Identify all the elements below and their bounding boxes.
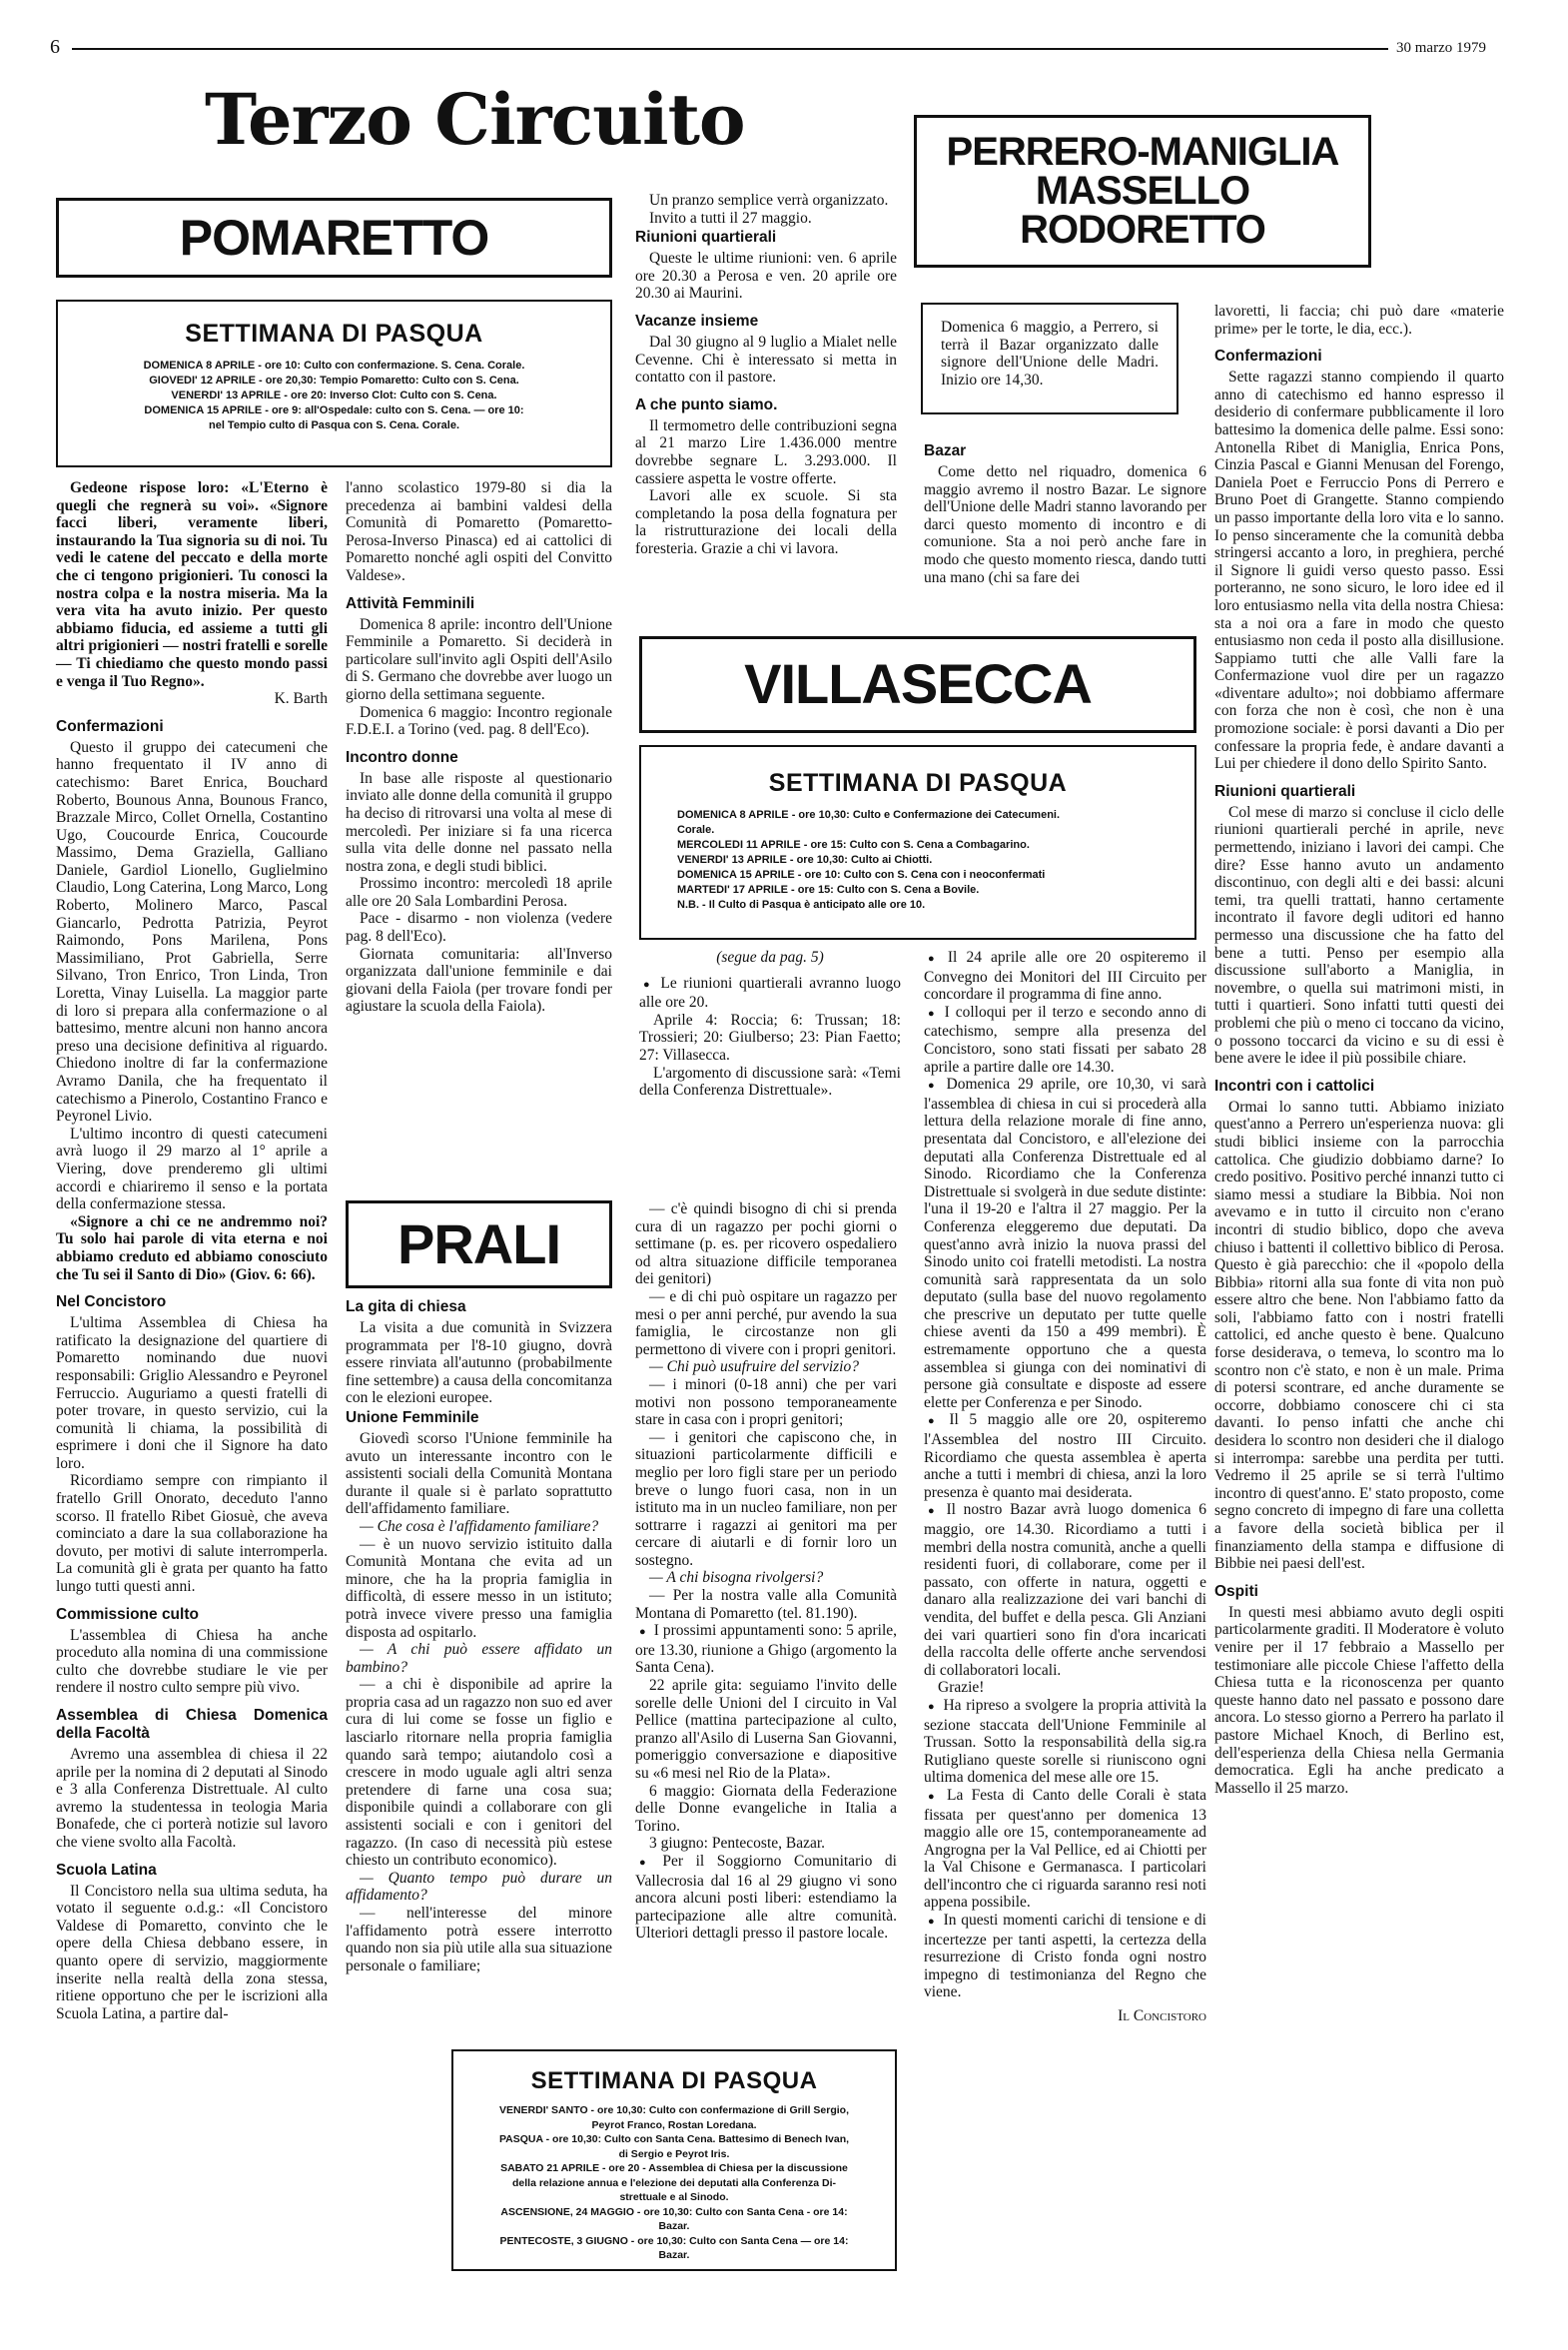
paragraph: L'ultima Assemblea di Chiesa ha ratificato la designazione del quartiere di Pomaretto nominando due nuovi responsabili: Griglio Alessandro e Peyronel Ferruccio. Auguriamo a questi fratelli di poter trovare, in questo servizio, cui la comunità li chiama, la possibilità di esprimere i doni che il Signore ha dato loro. bbox=[56, 1314, 328, 1472]
pomaretto-column-3 bbox=[635, 192, 897, 558]
villasecca-schedule-line: VENERDI' 13 APRILE - ore 10,30: Culto ai Chiotti. bbox=[677, 854, 933, 866]
bazar-notice-box bbox=[921, 303, 1178, 414]
heading-riunioni-quartierali-perrero: Riunioni quartierali bbox=[1214, 782, 1356, 800]
paragraph: «Signore a chi ce ne andremmo noi? Tu solo hai parole di vita eterna e noi abbiamo creduto ed abbiamo conosciuto che Tu sei il Santo di Dio» (Giov. 6: 66). bbox=[56, 1212, 328, 1283]
paragraph: Queste le ultime riunioni: ven. 6 aprile ore 20.30 a Perosa e ven. 20 aprile ore 20.30 ai Maurini. bbox=[635, 250, 897, 303]
paragraph: ● Per il Soggiorno Comunitario di Vallecrosia dal 16 al 29 giugno vi sono ancora alcuni posti liberi: estendiamo la partecipazione alle altre comunità. Ulteriori dettagli presso il pastore locale. bbox=[635, 1853, 897, 1943]
villasecca-schedule-title: SETTIMANA DI PASQUA bbox=[768, 769, 1068, 797]
heading-gita-di-chiesa: La gita di chiesa bbox=[346, 1298, 466, 1315]
heading-ospiti: Ospiti bbox=[1214, 1582, 1258, 1600]
paragraph: — Per la nostra valle alla Comunità Montana di Pomaretto (tel. 81.190). bbox=[635, 1587, 897, 1622]
issue-date: 30 marzo 1979 bbox=[1396, 40, 1486, 56]
paragraph: Pace - disarmo - non violenza (vedere pag. 8 dell'Eco). bbox=[346, 910, 612, 946]
paragraph: In base alle risposte al questionario inviato alle donne della comunità il gruppo ha deciso di ritrovarsi una volta al mese di mercoledì. Per iniziare si fa una ricerca sulla vita delle donne nel passato nella nostra zona, e degli studi biblici. bbox=[346, 769, 612, 875]
villasecca-column-1 bbox=[639, 949, 901, 1100]
main-title: Terzo Circuito bbox=[205, 78, 745, 161]
prali-schedule-line: Peyrot Franco, Rostan Loredana. bbox=[591, 2118, 757, 2131]
paragraph: Il termometro delle contribuzioni segna al 21 marzo Lire 1.436.000 mentre dovrebbe segnare L. 3.293.000. Il cassiere aspetta le vostre offerte. bbox=[635, 416, 897, 487]
paragraph: ● Ha ripreso a svolgere la propria attività la sezione staccata dell'Unione Femminile al Trussan. Sotto la responsabilità della sig.ra Rutigliano queste sorelle si riuniscono ogni ultima domenica del mese alle ore 15. bbox=[924, 1697, 1206, 1787]
section-title-pomaretto bbox=[56, 198, 612, 278]
paragraph: L'ultimo incontro di questi catecumeni avrà luogo il 29 marzo al 1° aprile a Viering, dove prenderemo gli ultimi accordi e chiariremo il senso e la portata della confermazione stessa. bbox=[56, 1125, 328, 1213]
section-title-perrero-line: MASSELLO bbox=[1035, 168, 1250, 213]
paragraph: Giornata comunitaria: all'Inverso organizzata dall'unione femminile e dai giovani della Faiola (per trovare fondi per agiustare la scuola della Faiola). bbox=[346, 945, 612, 1016]
heading-commissione-culto: Commissione culto bbox=[56, 1605, 199, 1623]
heading-a-che-punto-siamo: A che punto siamo. bbox=[635, 395, 778, 413]
paragraph: ● I colloqui per il terzo e secondo anno di catechismo, sempre alla presenza del Concistoro, sono stati fissati per sabato 28 aprile a partire dalle ore 14.30. bbox=[924, 1004, 1206, 1076]
prali-schedule-line: Bazar. bbox=[658, 2249, 690, 2261]
paragraph: Domenica 6 maggio: Incontro regionale F.D.E.I. a Torino (ved. pag. 8 dell'Eco). bbox=[346, 703, 612, 739]
section-title-prali bbox=[346, 1200, 612, 1288]
heading-nel-concistoro: Nel Concistoro bbox=[56, 1293, 167, 1311]
villasecca-schedule-line: DOMENICA 8 APRILE - ore 10,30: Culto e Confermazione dei Catecumeni. bbox=[677, 809, 1061, 821]
prali-column-1 bbox=[346, 1298, 612, 1974]
paragraph: 6 maggio: Giornata della Federazione delle Donne evangeliche in Italia a Torino. bbox=[635, 1782, 897, 1835]
bazar-notice-text: Domenica 6 maggio, a Perrero, si terrà il Bazar organizzato dalle signore dell'Unione delle Madri. Inizio ore 14,30. bbox=[941, 319, 1159, 389]
paragraph: L'argomento di discussione sarà: «Temi della Conferenza Distrettuale». bbox=[639, 1064, 901, 1100]
pomaretto-schedule-box bbox=[56, 300, 612, 467]
heading-confermazioni-perrero: Confermazioni bbox=[1214, 348, 1322, 366]
prali-schedule-title: SETTIMANA DI PASQUA bbox=[530, 2067, 818, 2094]
continued-from: (segue da pag. 5) bbox=[716, 949, 824, 966]
villasecca-schedule-line: MERCOLEDI 11 APRILE - ore 15: Culto con S. Cena a Combagarino. bbox=[677, 839, 1030, 851]
pomaretto-column-2 bbox=[346, 479, 612, 1016]
prali-schedule-line: PASQUA - ore 10,30: Culto con Santa Cena. Battesimo di Benech Ivan, bbox=[498, 2133, 850, 2145]
page-number: 6 bbox=[50, 36, 60, 58]
paragraph: Invito a tutti il 27 maggio. bbox=[649, 209, 812, 227]
paragraph: — Chi può usufruire del servizio? bbox=[649, 1358, 859, 1376]
perrero-column-1 bbox=[924, 442, 1206, 586]
prali-schedule-line: ASCENSIONE, 24 MAGGIO - ore 10,30: Culto con Santa Cena - ore 14: bbox=[500, 2205, 848, 2218]
paragraph: Aprile 4: Roccia; 6: Trussan; 18: Trossieri; 20: Giulberso; 23: Pian Faetto; 27: Villasecca. bbox=[639, 1011, 901, 1064]
heading-scuola-latina: Scuola Latina bbox=[56, 1861, 157, 1879]
paragraph: 3 giugno: Pentecoste, Bazar. bbox=[649, 1835, 826, 1853]
heading-incontro-donne: Incontro donne bbox=[346, 748, 458, 766]
prali-schedule-line: PENTECOSTE, 3 GIUGNO - ore 10,30: Culto con Santa Cena — ore 14: bbox=[499, 2234, 849, 2247]
paragraph: ● Il 24 aprile alle ore 20 ospiteremo il Convegno dei Monitori del III Circuito per concordare il programma di fine anno. bbox=[924, 949, 1206, 1004]
quote-signature: K. Barth bbox=[274, 690, 328, 708]
prali-schedule-line: SABATO 21 APRILE - ore 20 - Assemblea di Chiesa per la discussione bbox=[500, 2162, 848, 2174]
heading-attivita-femminili: Attività Femminili bbox=[346, 594, 475, 612]
paragraph: Ormai lo sanno tutti. Abbiamo iniziato quest'anno a Perrero un'esperienza nuova: gli studi biblici insieme con la parrocchia cattolica. Che giudizio dobbiamo darne? Io credo positivo. Positivo perché innanzi tutto ci siamo messi a studiare la Bibbia. Noi non avevamo e in tutto il circuito non c'erano incontri di studio biblico, dopo che aveva chiuso i battenti il collettivo biblico di Perosa. Questo è già parecchio: che il «popolo della Bibbia» ritorni alla sua fonte di vita non può essere altro che bene. Non l'abbiamo fatto da soli, l'abbiamo fatto con i nostri fratelli cattolici, ed anche questo è bene. Qualcuno forse desiderava, o temeva, lo scontro ma lo scontro non c'è stato, e non è un male. Prima di potersi scontrare, ed anche duramente se occorre, dobbiamo conoscere chi ci sta davanti. Io penso infatti che anche chi desidera lo scontro non desideri che il dialogo si interrompa: sarebbe una perdita per tutti. Vedremo il 25 aprile se si terrà l'ultimo incontro di quest'anno. E' stato proposto, come segno concreto di impegno di fare una colletta a favore della società biblica per il finanziamento della stampa e diffusione di Bibbie nei paesi dell'est. bbox=[1214, 1098, 1504, 1573]
pomaretto-schedule-line: nel Tempio culto di Pasqua con S. Cena. Corale. bbox=[208, 419, 459, 431]
signature-concistoro: Il Concistoro bbox=[1118, 2007, 1206, 2025]
section-title-prali-text: PRALI bbox=[397, 1211, 560, 1275]
pomaretto-schedule-line: GIOVEDI' 12 APRILE - ore 20,30: Tempio Pomaretto: Culto con S. Cena. bbox=[149, 375, 519, 387]
paragraph: ● Le riunioni quartierali avranno luogo alle ore 20. bbox=[639, 975, 901, 1012]
prali-schedule-line: di Sergio e Peyrot Iris. bbox=[618, 2147, 730, 2160]
section-title-villasecca-text: VILLASECCA bbox=[744, 652, 1092, 716]
villasecca-schedule-line: MARTEDI' 17 APRILE - ore 15: Culto con S. Cena a Bovile. bbox=[677, 884, 980, 896]
section-title-perrero-line: RODORETTO bbox=[1020, 208, 1265, 253]
paragraph: — a chi è disponibile ad aprire la propria casa ad un ragazzo non suo ed aver cura di lui come se fosse un figlio e lasciarlo ritornare nella propria famiglia quando sarà tempo; aiutandolo così a crescere in modo uguale agli altri senza pretendere di farne una cosa sua; disponibile quindi a collaborare con gli assistenti sociali e con i genitori del ragazzo. (In caso di necessità più estese chiesto un contributo economico). bbox=[346, 1676, 612, 1870]
section-title-perrero bbox=[914, 115, 1371, 268]
prali-schedule-line: VENERDI' SANTO - ore 10,30: Culto con confermazione di Grill Sergio, bbox=[498, 2104, 850, 2116]
pomaretto-column-1 bbox=[56, 479, 328, 2022]
paragraph: L'assemblea di Chiesa ha anche proceduto alla nomina di una commissione culto che dovrebbe studiare le vie per rendere il nostro culto sempre più vivo. bbox=[56, 1626, 328, 1697]
heading-incontri-cattolici: Incontri con i cattolici bbox=[1214, 1077, 1375, 1095]
paragraph: lavoretti, li faccia; chi può dare «materie prime» per le torte, le dia, ecc.). bbox=[1214, 303, 1504, 338]
prali-schedule-line: della relazione annua e l'elezione dei deputati alla Conferenza Di- bbox=[512, 2176, 836, 2189]
section-title-perrero-line: PERRERO-MANIGLIA bbox=[946, 129, 1339, 174]
paragraph: ● La Festa di Canto delle Corali è stata fissata per quest'anno per domenica 13 maggio alle ore 15, contemporaneamente ad Angrogna per la Val Pellice, ed ai Chiotti per la Val Chisone e Germanasca. I particolari dell'incontro che ci riguarda saranno resi noti appena possibile. bbox=[924, 1787, 1206, 1912]
paragraph: Col mese di marzo si concluse il ciclo delle riunioni quartierali perché in aprile, nevε permettendo, iniziano i lavori dei campi. Che dire? Esse hanno avuto un andamento discontinuo, con degli alti e dei bassi: alcuni temi, tra quelli trattati, hanno certamente incontrato il favore degli uditori ed hanno permesso una discussione che ha fatto del bene a tutti. Penso per esempio alla discussione sull'aborto a Maniglia, in novembre, o quella sui matrimoni misti, in tutti i quartieri. Sono infatti tutti questi dei problemi che più o meno ci toccano da vicino, o possono toccarci da vicino e su di essi è bene avere le idee il più possibile chiare. bbox=[1214, 803, 1504, 1068]
paragraph: Grazie! bbox=[938, 1679, 985, 1697]
prali-column-2 bbox=[635, 1200, 897, 1943]
paragraph: Domenica 8 aprile: incontro dell'Unione Femminile a Pomaretto. Si deciderà in particolare sull'invito agli Ospiti dell'Asilo di S. Germano che dovrebbe aver luogo un giorno della settimana seguente. bbox=[346, 615, 612, 703]
heading-vacanze-insieme: Vacanze insieme bbox=[635, 312, 759, 330]
paragraph: — A chi può essere affidato un bambino? bbox=[346, 1641, 612, 1676]
paragraph: — A chi bisogna rivolgersi? bbox=[649, 1569, 824, 1587]
paragraph: Come detto nel riquadro, domenica 6 maggio avremo il nostro Bazar. Le signore dell'Unione delle Madri stanno lavorando per darci questo momento di incontro e di comunione. Sta a noi però anche fare in modo che questo momento riesca, dando tutti una mano (chi sa fare dei bbox=[924, 463, 1206, 586]
paragraph: Avremo una assemblea di chiesa il 22 aprile per la nomina di 2 deputati al Sinodo e 3 alla Conferenza Distrettuale. Al culto avremo la studentessa in teologia Maria Bonafede, che ci porterà notizie sul lavoro che viene svolto alla Facoltà. bbox=[56, 1746, 328, 1851]
paragraph: Il Concistoro nella sua ultima seduta, ha votato il seguente o.d.g.: «Il Concistoro Valdese di Pomaretto, convinto che le opere della Chiesa debbano essere, in quanto opere di servizio, maggiormente inserite nella realtà della zona stessa, ritiene opportuno che per le iscrizioni alla Scuola Latina, a partire dal- bbox=[56, 1882, 328, 2022]
villasecca-schedule-line: N.B. - Il Culto di Pasqua è anticipato alle ore 10. bbox=[677, 899, 926, 911]
heading-confermazioni: Confermazioni bbox=[56, 717, 164, 735]
paragraph: l'anno scolastico 1979-80 si dia la precedenza ai bambini valdesi della Comunità di Pomaretto (Pomaretto-Perosa-Inverso Pinasca) ed ai cattolici di Pomaretto nonché agli ospiti del Convitto Valdese». bbox=[346, 479, 612, 584]
paragraph: Dal 30 giugno al 9 luglio a Mialet nelle Cevenne. Chi è interessato si metta in contatto con il pastore. bbox=[635, 333, 897, 387]
prali-schedule-line: Bazar. bbox=[658, 2220, 690, 2232]
paragraph: — nell'interesse del minore l'affidamento potrà essere interrotto quando non sia più utile alla sua situazione personale o familiare; bbox=[346, 1905, 612, 1974]
paragraph: ● Il 5 maggio alle ore 20, ospiteremo l'Assemblea del nostro III Circuito. Ricordiamo che questa assemblea è aperta anche a tutti i membri di chiesa, anzi la loro presenza è quanto mai desiderata. bbox=[924, 1411, 1206, 1501]
villasecca-column-2 bbox=[924, 949, 1206, 2025]
paragraph: Prossimo incontro: mercoledì 18 aprile alle ore 20 Sala Lombardini Perosa. bbox=[346, 875, 612, 910]
paragraph: In questi mesi abbiamo avuto degli ospiti particolarmente graditi. Il Moderatore è voluto venire per il 17 febbraio a Massello per testimoniare alle piccole Chiese l'affetto della Chiesa tutta e la riconoscenza per quanto queste hanno dato nel passato e possono dare ancora. Lo stesso giorno a Perrero ha parlato il pastore Michael Knoch, di Berlino est, dell'esperienza della Chiesa nella Germania democratica. Egli ha anche predicato a Massello il 25 marzo. bbox=[1214, 1603, 1504, 1797]
paragraph: Giovedì scorso l'Unione femminile ha avuto un interessante incontro con le assistenti sociali della Comunità Montana durante il quale si è parlato soprattutto dell'affidamento familiare. bbox=[346, 1429, 612, 1518]
section-title-villasecca bbox=[639, 636, 1196, 733]
paragraph: Ricordiamo sempre con rimpianto il fratello Grill Onorato, deceduto l'anno scorso. Il fratello Ribet Giosuè, che aveva cominciato a dare la sua collaborazione ha dovuto, per motivi di salute interromperla. La comunità gli è grata per quanto ha fatto lungo tutti questi anni. bbox=[56, 1472, 328, 1596]
paragraph: — Che cosa è l'affidamento familiare? bbox=[360, 1517, 599, 1535]
paragraph: — i minori (0-18 anni) che per vari motivi non possono temporaneamente stare in casa con i propri genitori; bbox=[635, 1375, 897, 1429]
paragraph: ● I prossimi appuntamenti sono: 5 aprile, ore 13.30, riunione a Ghigo (argomento la Santa Cena). bbox=[635, 1622, 897, 1677]
villasecca-schedule-box bbox=[639, 745, 1196, 940]
perrero-column-2 bbox=[1214, 303, 1504, 1797]
paragraph: — Quanto tempo può durare un affidamento? bbox=[346, 1869, 612, 1905]
heading-unione-femminile: Unione Femminile bbox=[346, 1408, 479, 1426]
paragraph: — c'è quindi bisogno di chi si prenda cura di un ragazzo per pochi giorni o settimane (p. es. per ricovero ospedaliero od altra situazione difficile temporanea dei genitori) bbox=[635, 1200, 897, 1288]
paragraph: Lavori alle ex scuole. Si sta completando la posa della fognatura per la ristrutturazione dei locali della foresteria. Grazie a chi vi lavora. bbox=[635, 487, 897, 557]
paragraph: 22 aprile gita: seguiamo l'invito delle sorelle delle Unioni del I circuito in Val Pellice (mattina partecipazione al culto, pranzo all'Asilo di Luserna San Giovanni, pomeriggio conversazione e diapositive su «6 mesi nel Rio de la Plata». bbox=[635, 1677, 897, 1782]
paragraph: La visita a due comunità in Svizzera programmata per l'8-10 giugno, dovrà essere rinviata all'autunno (probabilmente fine settembre) a causa della concomitanza con le elezioni europee. bbox=[346, 1319, 612, 1407]
section-title-pomaretto-text: POMARETTO bbox=[179, 209, 489, 266]
paragraph: ● In questi momenti carichi di tensione e di incertezze per tanti aspetti, la certezza della resurrezione di Cristo fonda ogni nostro impegno di testimonianza del Regno che viene. bbox=[924, 1912, 1206, 2001]
pomaretto-schedule-line: DOMENICA 8 APRILE - ore 10: Culto con confermazione. S. Cena. Corale. bbox=[143, 360, 525, 372]
paragraph: — e di chi può ospitare un ragazzo per mesi o per anni perché, pur avendo la sua famiglia, le circostanze non gli permettono di vivere con i propri genitori. bbox=[635, 1287, 897, 1358]
heading-assemblea: Assemblea di Chiesa Domenica della Facoltà bbox=[56, 1707, 328, 1742]
pomaretto-schedule-title: SETTIMANA DI PASQUA bbox=[185, 320, 483, 348]
heading-riunioni-quartierali: Riunioni quartierali bbox=[635, 229, 777, 247]
villasecca-schedule-line: DOMENICA 15 APRILE - ore 10: Culto con S. Cena con i neoconfermati bbox=[677, 869, 1046, 881]
pomaretto-schedule-line: VENERDI' 13 APRILE - ore 20: Inverso Clot: Culto con S. Cena. bbox=[171, 390, 497, 401]
paragraph: Sette ragazzi stanno compiendo il quarto anno di catechismo ed hanno espresso il desiderio di confermare pubblicamente il loro battesimo la domenica delle palme. Essi sono: Antonella Ribet di Maniglia, Enrica Pons, Cinzia Pascal e Gianni Menusan del Forengo, Daniela Poet e Ferruccio Pons di Perrero e Bruno Poet di Grangette. Stanno compiendo un passo importante della loro vita e lo sanno. Io penso sinceramente che la comunità debba stringersi accanto a loro, in preghiera, perché il Signore li guidi verso questo passo. Essi porteranno, ne sono sicuro, le loro idee ed il loro entusiasmo nella vita della nostra Chiesa: sta a noi ora a fare in modo che questo entusiasmo non ceda il posto alla disillusione. Sappiamo tutti che alle Valli fare la Confermazione vuol dire per un ragazzo «diventare adulto»; noi dobbiamo affermare con forza che non è così, che non è una promozione sociale: è porsi davanti a Dio per confessare la propria fede, è andare davanti a Lui per chiedere il dono dello Spirito Santo. bbox=[1214, 369, 1504, 773]
header-rule bbox=[72, 48, 1388, 50]
pomaretto-schedule-line: DOMENICA 15 APRILE - ore 9: all'Ospedale: culto con S. Cena. — ore 10: bbox=[144, 404, 524, 416]
heading-bazar: Bazar bbox=[924, 442, 967, 459]
prali-schedule-line: strettuale e al Sinodo. bbox=[619, 2191, 729, 2203]
paragraph: Un pranzo semplice verrà organizzato. bbox=[649, 192, 889, 209]
paragraph: — è un nuovo servizio istituito dalla Comunità Montana che evita ad un minore, che ha la propria famiglia in difficoltà, di essere messo in un istituto; potrà invece vivere presso una famiglia disposta ad ospitarlo. bbox=[346, 1535, 612, 1641]
paragraph: — i genitori che capiscono che, in situazioni particolarmente difficili e meglio per loro figli stare per un periodo breve o lungo fuori casa, non in un istituto ma in un nucleo familiare, non per sottrarre i ragazzi ai genitori ma per cercare di aiutarli e di fornir loro un sostegno. bbox=[635, 1428, 897, 1569]
paragraph: ● Domenica 29 aprile, ore 10,30, vi sarà l'assemblea di chiesa in cui si procederà alla lettura della relazione morale di fine anno, presentata dal Concistoro, e all'elezione dei deputati alla Conferenza Distrettuale ed al Sinodo. Ricordiamo che la Conferenza Distrettuale si svolgerà in due sedute distinte: l'una il 19-20 e l'altra il 27 maggio. Per la Conferenza eleggeremo due deputati. Da quest'anno avrà inizio la nuova prassi del Sinodo unito coi fratelli metodisti. La nostra comunità sarà rappresentata da un solo deputato (sulla base del nuovo regolamento che prescrive un deputato per tutte quelle chiese aventi da 150 a 499 membri). È estremamente opportuno che a questa assemblea si giunga con dei nominativi di persone già consultate e disposte ad essere elette per Conferenza e per Sinodo. bbox=[924, 1076, 1206, 1411]
villasecca-schedule-line: Corale. bbox=[677, 824, 715, 836]
paragraph: ● Il nostro Bazar avrà luogo domenica 6 maggio, ore 14.30. Ricordiamo a tutti i membri della nostra comunità, anche a quelli residenti fuori, di collaborare, come per il passato, con offerte in natura, oggetti e danaro alla realizzazione dei vari banchi di vendita, del buffet e della pesca. Gli Anziani dei vari quartieri sono fin d'ora incaricati della raccolta delle offerte anche servendosi di collaboratori locali. bbox=[924, 1501, 1206, 1679]
paragraph: Questo il gruppo dei catecumeni che hanno frequentato il IV anno di catechismo: Baret Enrica, Bouchard Roberto, Bounous Anna, Bounous Franco, Brazzale Mirco, Collet Ornella, Costantino Ugo, Coucourde Enrica, Coucourde Massimo, Dema Graziella, Galliano Daniele, Gardiol Lionello, Guglielmino Claudio, Long Caterina, Long Marco, Long Roberto, Molinero Marco, Pascal Giancarlo, Pedrotta Patrizia, Peyrot Raimondo, Pons Marilena, Pons Massimiliano, Prot Gabriella, Serre Silvano, Tron Enrico, Tron Linda, Tron Loretta, Vinay Luisella. La maggior parte di loro si prepara alla confermazione o al battesimo, mentre alcuni non hanno ancora preso una decisione definitiva al riguardo. Chiedono inoltre di far la confermazione Avramo Danila, che ha frequentato il catechismo a Pinerolo, Costantino Franco e Peyronel Livio. bbox=[56, 738, 328, 1126]
prali-schedule-box bbox=[451, 2049, 897, 2271]
barth-quote: Gedeone rispose loro: «L'Eterno è quegli che regnerà su voi». «Signore facci liberi, veramente liberi, instaurando la Tua signoria su di noi. Tu vedi le catene del peccato e della morte che ci tengono prigionieri. Tu conosci la nostra colpa e la nostra miseria. Ma la vera vita ha avuto inizio. Per questo abbiamo fiducia, ed assieme a tutti gli altri prigionieri — nostri fratelli e sorelle — Ti chiediamo che questo mondo passi e venga il Tuo Regno». bbox=[56, 479, 328, 690]
